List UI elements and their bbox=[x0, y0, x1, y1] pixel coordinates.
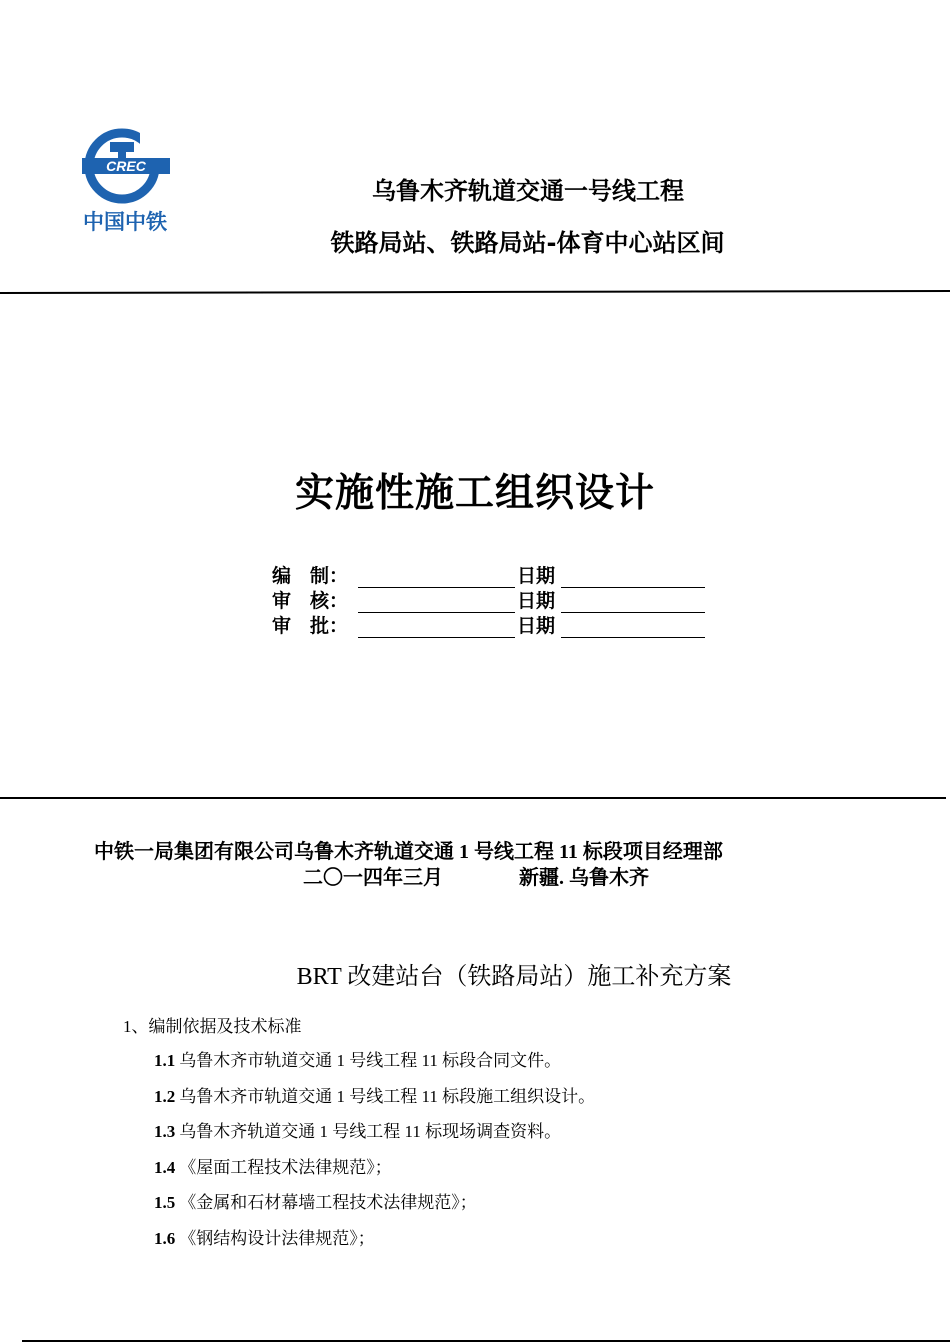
signoff-row-prepared bbox=[272, 563, 705, 588]
crec-logo bbox=[70, 128, 180, 236]
list-item bbox=[154, 1224, 375, 1249]
footer-divider bbox=[0, 797, 946, 799]
signoff-label: 编 制： bbox=[272, 565, 349, 587]
signoff-row-approved bbox=[272, 613, 705, 638]
date-label: 日期 bbox=[517, 590, 556, 612]
item-number: 1.3 bbox=[154, 1122, 176, 1141]
item-number: 1.1 bbox=[154, 1051, 176, 1070]
crec-emblem-icon bbox=[70, 128, 180, 208]
item-text: 乌鲁木齐轨道交通 1 号线工程 11 标现场调查资料。 bbox=[179, 1122, 562, 1141]
section-name: 铁路局站、铁路局站-体育中心站区间 bbox=[330, 229, 725, 257]
signature-blank bbox=[358, 617, 515, 638]
page-bottom-divider bbox=[22, 1340, 950, 1342]
item-text: 《金属和石材幕墙工程技术法律规范》； bbox=[179, 1193, 477, 1212]
list-item bbox=[154, 1046, 561, 1071]
signoff-label: 审 核： bbox=[272, 590, 349, 612]
logo-mark: CREC bbox=[106, 158, 146, 174]
date-label: 日期 bbox=[517, 565, 556, 587]
date-label: 日期 bbox=[517, 615, 556, 637]
item-text: 乌鲁木齐市轨道交通 1 号线工程 11 标段合同文件。 bbox=[179, 1051, 562, 1070]
issue-place: 新疆. 乌鲁木齐 bbox=[519, 867, 649, 889]
item-number: 1.5 bbox=[154, 1193, 176, 1212]
list-item bbox=[154, 1082, 595, 1107]
section-heading: 1、编制依据及技术标准 bbox=[123, 1017, 302, 1036]
logo-text: 中国中铁 bbox=[83, 210, 167, 234]
date-blank bbox=[561, 567, 705, 588]
item-text: 《钢结构设计法律规范》； bbox=[179, 1229, 375, 1248]
project-name: 乌鲁木齐轨道交通一号线工程 bbox=[372, 177, 684, 205]
date-blank bbox=[561, 617, 705, 638]
issue-date: 二〇一四年三月 bbox=[303, 867, 443, 889]
list-item bbox=[154, 1153, 392, 1178]
signature-blank bbox=[358, 592, 515, 613]
item-number: 1.4 bbox=[154, 1158, 176, 1177]
signature-blank bbox=[358, 567, 515, 588]
document-title: 实施性施工组织设计 bbox=[294, 471, 655, 516]
company-name: 中铁一局集团有限公司乌鲁木齐轨道交通 1 号线工程 11 标段项目经理部 bbox=[94, 841, 723, 863]
item-number: 1.2 bbox=[154, 1087, 176, 1106]
item-number: 1.6 bbox=[154, 1229, 176, 1248]
header-divider bbox=[0, 290, 950, 294]
date-blank bbox=[561, 592, 705, 613]
date-place bbox=[303, 861, 649, 890]
item-text: 《屋面工程技术法律规范》； bbox=[179, 1158, 392, 1177]
list-item bbox=[154, 1188, 477, 1213]
signoff-row-reviewed bbox=[272, 588, 705, 613]
item-text: 乌鲁木齐市轨道交通 1 号线工程 11 标段施工组织设计。 bbox=[179, 1087, 596, 1106]
supplement-title: BRT 改建站台（铁路局站）施工补充方案 bbox=[296, 964, 732, 990]
signoff-label: 审 批： bbox=[272, 615, 349, 637]
list-item bbox=[154, 1117, 561, 1142]
